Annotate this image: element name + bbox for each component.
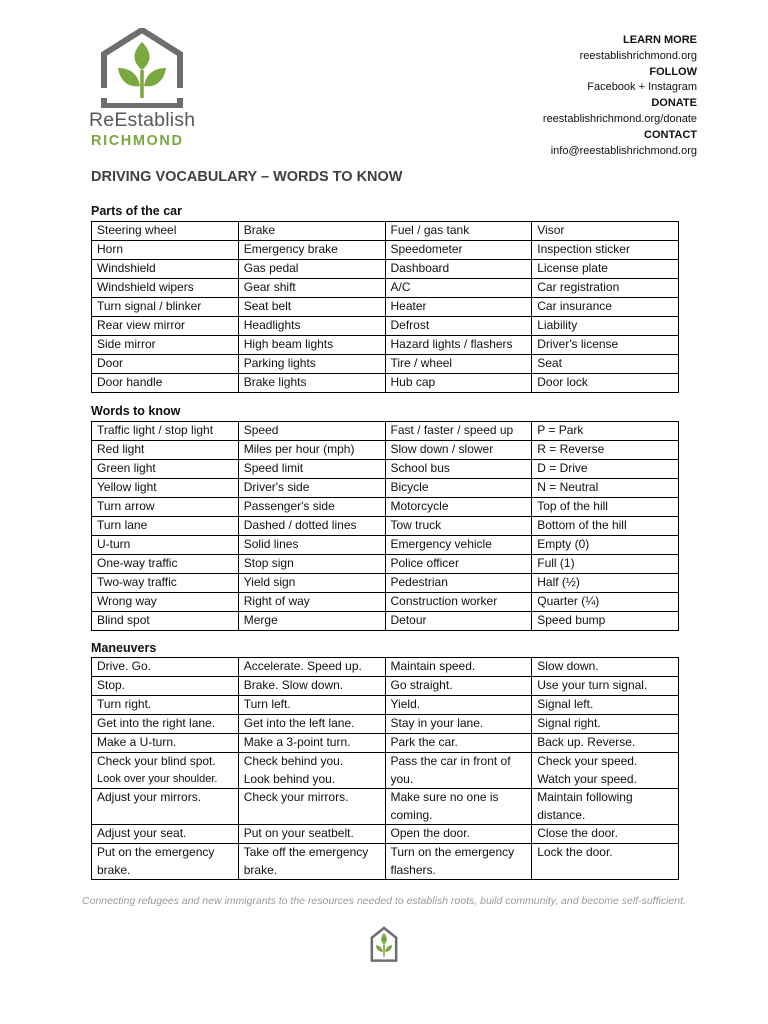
cell-text: Lock the door. (537, 845, 613, 859)
cell-text: Passenger's side (243, 499, 335, 513)
donate-heading: DONATE (651, 97, 697, 110)
table-cell (92, 336, 239, 355)
cell-text: Car registration (537, 280, 620, 294)
footer-logo (368, 926, 400, 962)
table-row (92, 536, 679, 555)
cell-text: Turn on the emergency flashers. (390, 845, 515, 877)
table-cell (532, 260, 679, 279)
cell-text: Bottom of the hill (537, 518, 627, 532)
table-cell (92, 317, 239, 336)
table-cell (532, 241, 679, 260)
cell-text: P = Park (537, 423, 584, 437)
table-cell (92, 355, 239, 374)
table-cell (532, 574, 679, 593)
cell-text: Gas pedal (243, 261, 299, 275)
cell-text: Get into the left lane. (243, 716, 355, 730)
table-cell (92, 498, 239, 517)
table-row (92, 460, 679, 479)
table-cell (385, 789, 532, 825)
cell-text: Steering wheel (97, 223, 177, 237)
cell-text: Make a U-turn. (97, 735, 177, 749)
cell-text: Brake lights (243, 375, 307, 389)
cell-text: Door handle (97, 375, 163, 389)
table-cell (532, 279, 679, 298)
cell-subline: Watch your speed. (537, 771, 637, 786)
table-cell (238, 441, 385, 460)
table-cell (92, 612, 239, 631)
table-cell (238, 517, 385, 536)
cell-text: Inspection sticker (537, 242, 630, 256)
cell-text: Close the door. (537, 826, 618, 840)
footer-tagline: Connecting refugees and new immigrants to the resources needed to establish roots, build community, and become self-sufficient. (82, 895, 686, 907)
table-cell (92, 696, 239, 715)
cell-text: Windshield (97, 261, 156, 275)
cell-text: One-way traffic (97, 556, 178, 570)
cell-text: Pass the car in front of you. (390, 754, 511, 786)
cell-text: Use your turn signal. (537, 678, 648, 692)
table-cell (532, 593, 679, 612)
table-cell (385, 696, 532, 715)
table-cell (238, 612, 385, 631)
cell-text: Blind spot (97, 613, 150, 627)
table-cell (532, 298, 679, 317)
cell-text: Yield. (390, 697, 421, 711)
table-row (92, 317, 679, 336)
cell-text: Stop sign (243, 556, 294, 570)
table-cell (385, 479, 532, 498)
table-cell (385, 517, 532, 536)
cell-text: Yellow light (97, 480, 157, 494)
table-cell (238, 479, 385, 498)
table-row (92, 734, 679, 753)
cell-text: Check behind you. (243, 754, 344, 768)
cell-text: Empty (0) (537, 537, 590, 551)
table-cell (92, 593, 239, 612)
contact-heading: CONTACT (644, 128, 697, 141)
table-cell (532, 460, 679, 479)
cell-text: Windshield wipers (97, 280, 194, 294)
table-cell (532, 612, 679, 631)
table-cell (385, 844, 532, 880)
cell-text: Open the door. (390, 826, 470, 840)
cell-text: Green light (97, 461, 156, 475)
table-cell (92, 555, 239, 574)
maneuvers-table (91, 657, 679, 880)
page-title: DRIVING VOCABULARY – WORDS TO KNOW (91, 169, 403, 185)
brand-city: RICHMOND (91, 133, 184, 149)
table-cell (238, 593, 385, 612)
cell-text: Two-way traffic (97, 575, 177, 589)
table-cell (92, 422, 239, 441)
table-cell (238, 536, 385, 555)
cell-text: Full (1) (537, 556, 575, 570)
cell-text: Speedometer (390, 242, 463, 256)
table-cell (385, 279, 532, 298)
table-row (92, 696, 679, 715)
cell-text: Maintain following distance. (537, 790, 633, 822)
table-cell (532, 317, 679, 336)
table-cell (238, 241, 385, 260)
cell-text: Make a 3-point turn. (243, 735, 351, 749)
table-row (92, 355, 679, 374)
cell-text: U-turn (97, 537, 131, 551)
table-cell (238, 374, 385, 393)
cell-text: Police officer (390, 556, 459, 570)
cell-text: Hazard lights / flashers (390, 337, 513, 351)
table-cell (238, 422, 385, 441)
table-cell (92, 441, 239, 460)
cell-text: Rear view mirror (97, 318, 186, 332)
table-cell (385, 355, 532, 374)
cell-text: Hub cap (390, 375, 436, 389)
cell-text: D = Drive (537, 461, 588, 475)
table-cell (532, 753, 679, 789)
table-cell (385, 422, 532, 441)
cell-text: Seat (537, 356, 562, 370)
cell-text: Check your mirrors. (243, 790, 349, 804)
cell-text: License plate (537, 261, 608, 275)
email-link[interactable]: info@reestablishrichmond.org (550, 144, 697, 157)
table-cell (92, 734, 239, 753)
cell-text: High beam lights (243, 337, 334, 351)
contact-block (543, 33, 697, 159)
cell-text: Emergency vehicle (390, 537, 492, 551)
cell-text: Adjust your seat. (97, 826, 187, 840)
cell-text: Dashed / dotted lines (243, 518, 357, 532)
table-cell (92, 479, 239, 498)
cell-text: Brake. Slow down. (243, 678, 344, 692)
cell-text: Door (97, 356, 124, 370)
table-cell (385, 336, 532, 355)
cell-text: R = Reverse (537, 442, 605, 456)
cell-subline: Look over your shoulder. (97, 772, 218, 785)
cell-text: Gear shift (243, 280, 296, 294)
table-row (92, 753, 679, 789)
cell-text: Slow down. (537, 659, 599, 673)
cell-text: Solid lines (243, 537, 299, 551)
table-cell (385, 753, 532, 789)
cell-text: Adjust your mirrors. (97, 790, 202, 804)
table-row (92, 844, 679, 880)
table-cell (92, 789, 239, 825)
cell-text: Turn lane (97, 518, 148, 532)
table-cell (385, 574, 532, 593)
cell-text: Emergency brake (243, 242, 338, 256)
table-cell (238, 460, 385, 479)
cell-text: Park the car. (390, 735, 458, 749)
table-row (92, 715, 679, 734)
cell-text: Take off the emergency brake. (243, 845, 369, 877)
table-row (92, 677, 679, 696)
cell-text: Drive. Go. (97, 659, 152, 673)
table-cell (92, 374, 239, 393)
table-row (92, 517, 679, 536)
table-cell (385, 441, 532, 460)
cell-text: Turn arrow (97, 499, 155, 513)
table-cell (238, 715, 385, 734)
cell-text: Fast / faster / speed up (390, 423, 514, 437)
table-cell (238, 498, 385, 517)
table-cell (385, 498, 532, 517)
table-row (92, 279, 679, 298)
words-table (91, 421, 679, 631)
table-cell (532, 355, 679, 374)
table-cell (532, 734, 679, 753)
table-cell (92, 222, 239, 241)
table-cell (532, 715, 679, 734)
table-cell (385, 555, 532, 574)
cell-text: Top of the hill (537, 499, 608, 513)
section-heading-words: Words to know (91, 404, 181, 418)
table-cell (238, 298, 385, 317)
parts-table (91, 221, 679, 393)
cell-text: Parking lights (243, 356, 316, 370)
cell-text: Right of way (243, 594, 310, 608)
table-cell (532, 677, 679, 696)
cell-text: Construction worker (390, 594, 498, 608)
table-cell (532, 789, 679, 825)
table-row (92, 479, 679, 498)
table-cell (92, 279, 239, 298)
table-row (92, 241, 679, 260)
cell-text: Seat belt (243, 299, 292, 313)
cell-text: Tire / wheel (390, 356, 453, 370)
table-cell (238, 789, 385, 825)
table-cell (92, 658, 239, 677)
cell-text: Defrost (390, 318, 430, 332)
table-cell (385, 715, 532, 734)
table-row (92, 658, 679, 677)
table-cell (238, 222, 385, 241)
donate-link[interactable]: reestablishrichmond.org/donate (542, 112, 697, 125)
cell-text: Car insurance (537, 299, 612, 313)
house-leaf-icon (368, 926, 400, 962)
cell-text: Stop. (97, 678, 126, 692)
table-row (92, 789, 679, 825)
table-cell (385, 374, 532, 393)
table-cell (385, 222, 532, 241)
table-cell (532, 536, 679, 555)
table-cell (532, 517, 679, 536)
table-cell (385, 241, 532, 260)
table-cell (532, 696, 679, 715)
cell-text: Yield sign (243, 575, 296, 589)
cell-text: Red light (97, 442, 145, 456)
cell-text: Make sure no one is coming. (390, 790, 499, 822)
table-row (92, 612, 679, 631)
table-cell (385, 536, 532, 555)
table-row (92, 260, 679, 279)
cell-text: Turn right. (97, 697, 152, 711)
cell-text: Accelerate. Speed up. (243, 659, 362, 673)
table-cell (385, 612, 532, 631)
table-cell (385, 825, 532, 844)
table-cell (385, 677, 532, 696)
table-row (92, 574, 679, 593)
table-cell (532, 336, 679, 355)
table-cell (92, 536, 239, 555)
cell-text: Liability (537, 318, 578, 332)
cell-text: Put on the emergency brake. (97, 845, 215, 877)
cell-text: A/C (390, 280, 411, 294)
table-cell (532, 374, 679, 393)
cell-text: Signal right. (537, 716, 601, 730)
table-row (92, 593, 679, 612)
cell-text: Back up. Reverse. (537, 735, 636, 749)
cell-text: Wrong way (97, 594, 157, 608)
cell-text: Brake (243, 223, 276, 237)
table-cell (532, 825, 679, 844)
table-cell (92, 715, 239, 734)
table-row (92, 441, 679, 460)
table-row (92, 298, 679, 317)
cell-text: N = Neutral (537, 480, 599, 494)
cell-text: School bus (390, 461, 450, 475)
learn-more-heading: LEARN MORE (623, 34, 697, 46)
website-link[interactable]: reestablishrichmond.org (579, 49, 697, 62)
table-cell (532, 441, 679, 460)
cell-text: Fuel / gas tank (390, 223, 470, 237)
cell-text: Turn signal / blinker (97, 299, 202, 313)
cell-text: Get into the right lane. (97, 716, 216, 730)
table-cell (238, 753, 385, 789)
cell-text: Miles per hour (mph) (243, 442, 355, 456)
cell-text: Speed (243, 423, 279, 437)
table-cell (238, 844, 385, 880)
table-cell (92, 753, 239, 789)
cell-text: Stay in your lane. (390, 716, 484, 730)
table-cell (238, 317, 385, 336)
cell-text: Traffic light / stop light (97, 423, 214, 437)
table-cell (385, 593, 532, 612)
cell-text: Visor (537, 223, 565, 237)
cell-text: Tow truck (390, 518, 442, 532)
table-cell (238, 355, 385, 374)
cell-text: Side mirror (97, 337, 156, 351)
table-cell (532, 498, 679, 517)
table-cell (532, 658, 679, 677)
table-cell (532, 422, 679, 441)
brand-name: ReEstablish (89, 109, 196, 131)
table-cell (92, 574, 239, 593)
table-cell (238, 734, 385, 753)
cell-text: Check your blind spot. (97, 754, 216, 768)
table-cell (92, 517, 239, 536)
table-row (92, 222, 679, 241)
table-cell (238, 677, 385, 696)
table-cell (385, 298, 532, 317)
follow-heading: FOLLOW (649, 65, 697, 78)
table-cell (238, 336, 385, 355)
table-row (92, 374, 679, 393)
cell-text: Merge (243, 613, 278, 627)
cell-text: Bicycle (390, 480, 429, 494)
cell-text: Driver's side (243, 480, 310, 494)
table-row (92, 555, 679, 574)
table-cell (92, 298, 239, 317)
cell-text: Door lock (537, 375, 588, 389)
table-cell (92, 825, 239, 844)
table-cell (385, 734, 532, 753)
cell-text: Speed limit (243, 461, 304, 475)
table-cell (532, 555, 679, 574)
table-cell (532, 222, 679, 241)
table-cell (385, 658, 532, 677)
cell-text: Horn (97, 242, 124, 256)
table-cell (385, 460, 532, 479)
cell-text: Speed bump (537, 613, 606, 627)
table-row (92, 336, 679, 355)
table-cell (92, 677, 239, 696)
table-cell (238, 555, 385, 574)
table-cell (92, 460, 239, 479)
cell-text: Driver's license (537, 337, 619, 351)
table-cell (238, 825, 385, 844)
cell-subline: Look behind you. (243, 771, 336, 786)
cell-text: Quarter (¼) (537, 594, 600, 608)
social-text: Facebook + Instagram (587, 81, 697, 94)
cell-text: Half (½) (537, 575, 580, 589)
cell-text: Pedestrian (390, 575, 448, 589)
table-cell (532, 479, 679, 498)
table-cell (238, 658, 385, 677)
table-row (92, 422, 679, 441)
table-row (92, 825, 679, 844)
cell-text: Detour (390, 613, 427, 627)
table-cell (92, 260, 239, 279)
cell-text: Signal left. (537, 697, 594, 711)
table-cell (385, 317, 532, 336)
table-cell (92, 844, 239, 880)
section-heading-maneuvers: Maneuvers (91, 641, 157, 655)
cell-text: Turn left. (243, 697, 291, 711)
cell-text: Put on your seatbelt. (243, 826, 354, 840)
cell-text: Slow down / slower (390, 442, 494, 456)
cell-text: Heater (390, 299, 427, 313)
table-cell (92, 241, 239, 260)
cell-text: Check your speed. (537, 754, 638, 768)
cell-text: Go straight. (390, 678, 453, 692)
table-row (92, 498, 679, 517)
cell-text: Motorcycle (390, 499, 449, 513)
table-cell (385, 260, 532, 279)
house-leaf-icon (92, 28, 192, 108)
section-heading-parts: Parts of the car (91, 204, 183, 218)
cell-text: Dashboard (390, 261, 450, 275)
table-cell (238, 279, 385, 298)
table-cell (238, 696, 385, 715)
cell-text: Maintain speed. (390, 659, 476, 673)
table-cell (238, 260, 385, 279)
table-cell (238, 574, 385, 593)
table-cell (532, 844, 679, 880)
cell-text: Headlights (243, 318, 301, 332)
